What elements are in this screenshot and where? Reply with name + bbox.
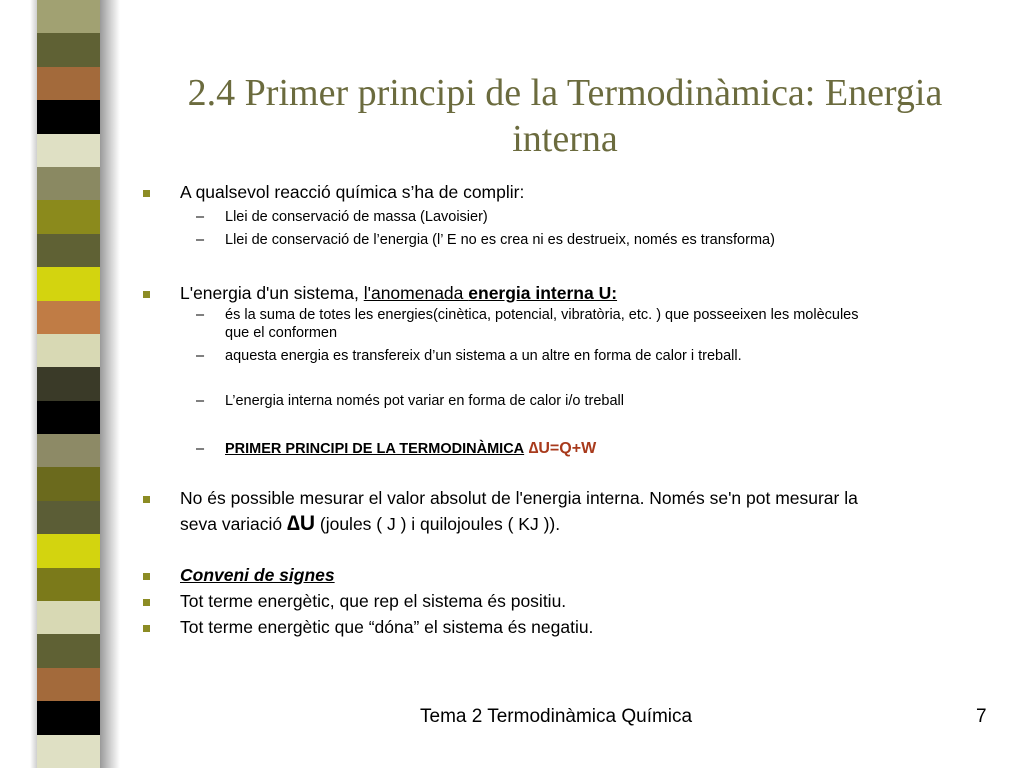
bullet-1: A qualsevol reacció química s’ha de complir: <box>180 182 525 202</box>
bullet-2-underlined: l'anomenada <box>363 283 469 303</box>
bullet-marker <box>143 291 150 298</box>
bullet-marker <box>143 599 150 606</box>
bullet-3-line-2 <box>180 512 560 536</box>
dash-marker: – <box>196 232 205 248</box>
bullet-2-bold: energia interna U: <box>468 283 618 303</box>
bullet-2-sub-3: L’energia interna només pot variar en forma de calor i/o treball <box>225 393 624 409</box>
bullet-5: Tot terme energètic, que rep el sistema és positiu. <box>180 591 567 611</box>
first-law-label: PRIMER PRINCIPI DE LA TERMODINÀMICA <box>225 441 525 457</box>
bullet-3-line-1: No és possible mesurar el valor absolut de l'energia interna. Només se'n pot mesurar la <box>180 488 858 508</box>
bullet-2-sub-2: aquesta energia es transfereix d’un sistema a un altre en forma de calor i treball. <box>225 348 742 364</box>
dash-marker: – <box>196 441 205 457</box>
dash-marker: – <box>196 348 205 364</box>
delta-u-symbol: ∆U <box>287 512 316 535</box>
bullet-2-pre: L'energia d'un sistema, <box>180 283 364 303</box>
dash-marker: – <box>196 307 205 323</box>
bullet-6: Tot terme energètic que “dóna” el sistema és negatiu. <box>180 617 594 637</box>
bullet-marker <box>143 496 150 503</box>
bullet-2 <box>180 283 617 304</box>
bullet-1-sub-2: Llei de conservació de l’energia (l’ E no es crea ni es destrueix, només es transforma) <box>225 232 775 248</box>
bullet-2-sub-1-line-2: que el conformen <box>225 325 338 341</box>
page-number: 7 <box>976 706 987 727</box>
first-law-formula: ∆U=Q+W <box>524 440 597 457</box>
bullet-marker <box>143 625 150 632</box>
dash-marker: – <box>196 393 205 409</box>
bullet-marker <box>143 573 150 580</box>
slide-title: 2.4 Primer principi de la Termodinàmica: Energia interna <box>187 72 943 160</box>
bullet-marker <box>143 190 150 197</box>
dash-marker: – <box>196 209 205 225</box>
bullet-2-sub-4 <box>225 440 596 458</box>
footer-text: Tema 2 Termodinàmica Química <box>420 706 693 727</box>
bullet-1-sub-1: Llei de conservació de massa (Lavoisier) <box>225 209 488 225</box>
bullet-4: Conveni de signes <box>180 565 335 585</box>
bullet-2-sub-1-line-1: és la suma de totes les energies(cinètica, potencial, vibratòria, etc. ) que posseeixen les molècules <box>225 307 859 323</box>
bullet-3-pre: seva variació <box>180 514 287 534</box>
bullet-3-post: (joules ( J ) i quilojoules ( KJ )). <box>315 514 561 534</box>
